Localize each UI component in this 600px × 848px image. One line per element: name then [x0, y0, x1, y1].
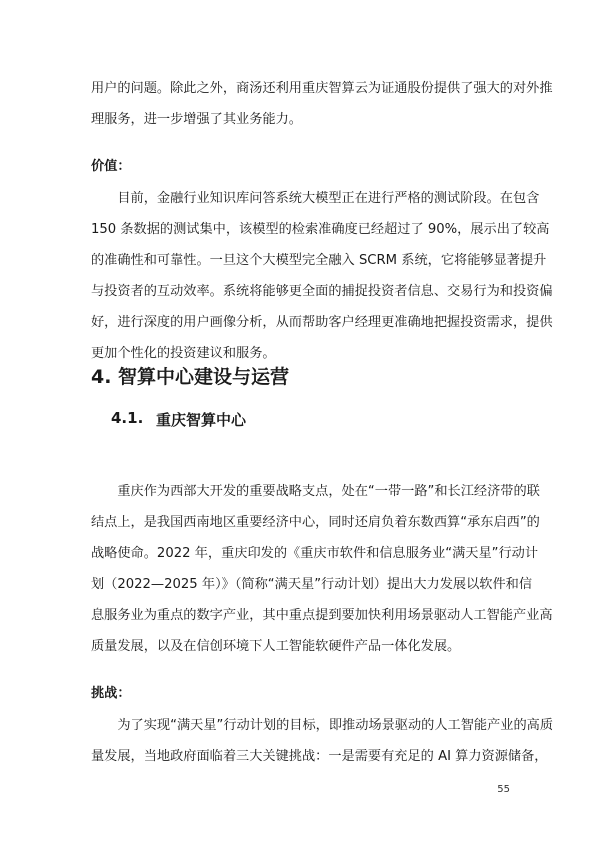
body-text-line: 用户的问题。除此之外，商汤还利用重庆智算云为证通股份提供了强大的对外推: [91, 81, 553, 96]
challenge-heading: 挑战：: [91, 686, 131, 701]
subsection-title: 重庆智算中心: [156, 411, 247, 429]
body-text-line: 更加个性化的投资建议和服务。: [91, 346, 276, 361]
body-text-line: 理服务，进一步增强了其业务能力。: [91, 112, 302, 127]
section-title: 4. 智算中心建设与运营: [91, 366, 290, 388]
body-text-line: 质量发展，以及在信创环境下人工智能软硬件产品一体化发展。: [91, 639, 461, 654]
value-heading: 价值：: [91, 159, 131, 174]
body-text-line: 150 条数据的测试集中，该模型的检索准确度已经超过了 90%，展示出了较高: [91, 222, 550, 237]
body-text-line: 量发展，当地政府面临着三大关键挑战：一是需要有充足的 AI 算力资源储备，: [91, 749, 548, 764]
page-number: 55: [497, 784, 510, 795]
body-text-line: 重庆作为西部大开发的重要战略支点，处在“一带一路”和长江经济带的联: [91, 484, 540, 499]
body-text-line: 战略使命。2022 年，重庆印发的《重庆市软件和信息服务业“满天星”行动计: [91, 546, 539, 561]
body-text-line: 目前，金融行业知识库问答系统大模型正在进行严格的测试阶段。在包含: [91, 191, 540, 206]
body-text-line: 划（2022—2025 年）》（简称“满天星”行动计划）提出大力发展以软件和信: [91, 577, 533, 592]
body-text-line: 好，进行深度的用户画像分析，从而帮助客户经理更准确地把握投资需求，提供: [91, 315, 553, 330]
body-text-line: 为了实现“满天星”行动计划的目标，即推动场景驱动的人工智能产业的高质: [91, 718, 554, 733]
body-text-line: 息服务业为重点的数字产业，其中重点提到要加快利用场景驱动人工智能产业高: [91, 608, 553, 623]
body-text-line: 结点上，是我国西南地区重要经济中心，同时还肩负着东数西算“承东启西”的: [91, 515, 540, 530]
body-text-line: 的准确性和可靠性。一旦这个大模型完全融入 SCRM 系统，它将能够显著提升: [91, 253, 547, 268]
body-text-line: 与投资者的互动效率。系统将能够更全面的捕捉投资者信息、交易行为和投资偏: [91, 284, 553, 299]
subsection-number: 4.1.: [111, 409, 144, 427]
